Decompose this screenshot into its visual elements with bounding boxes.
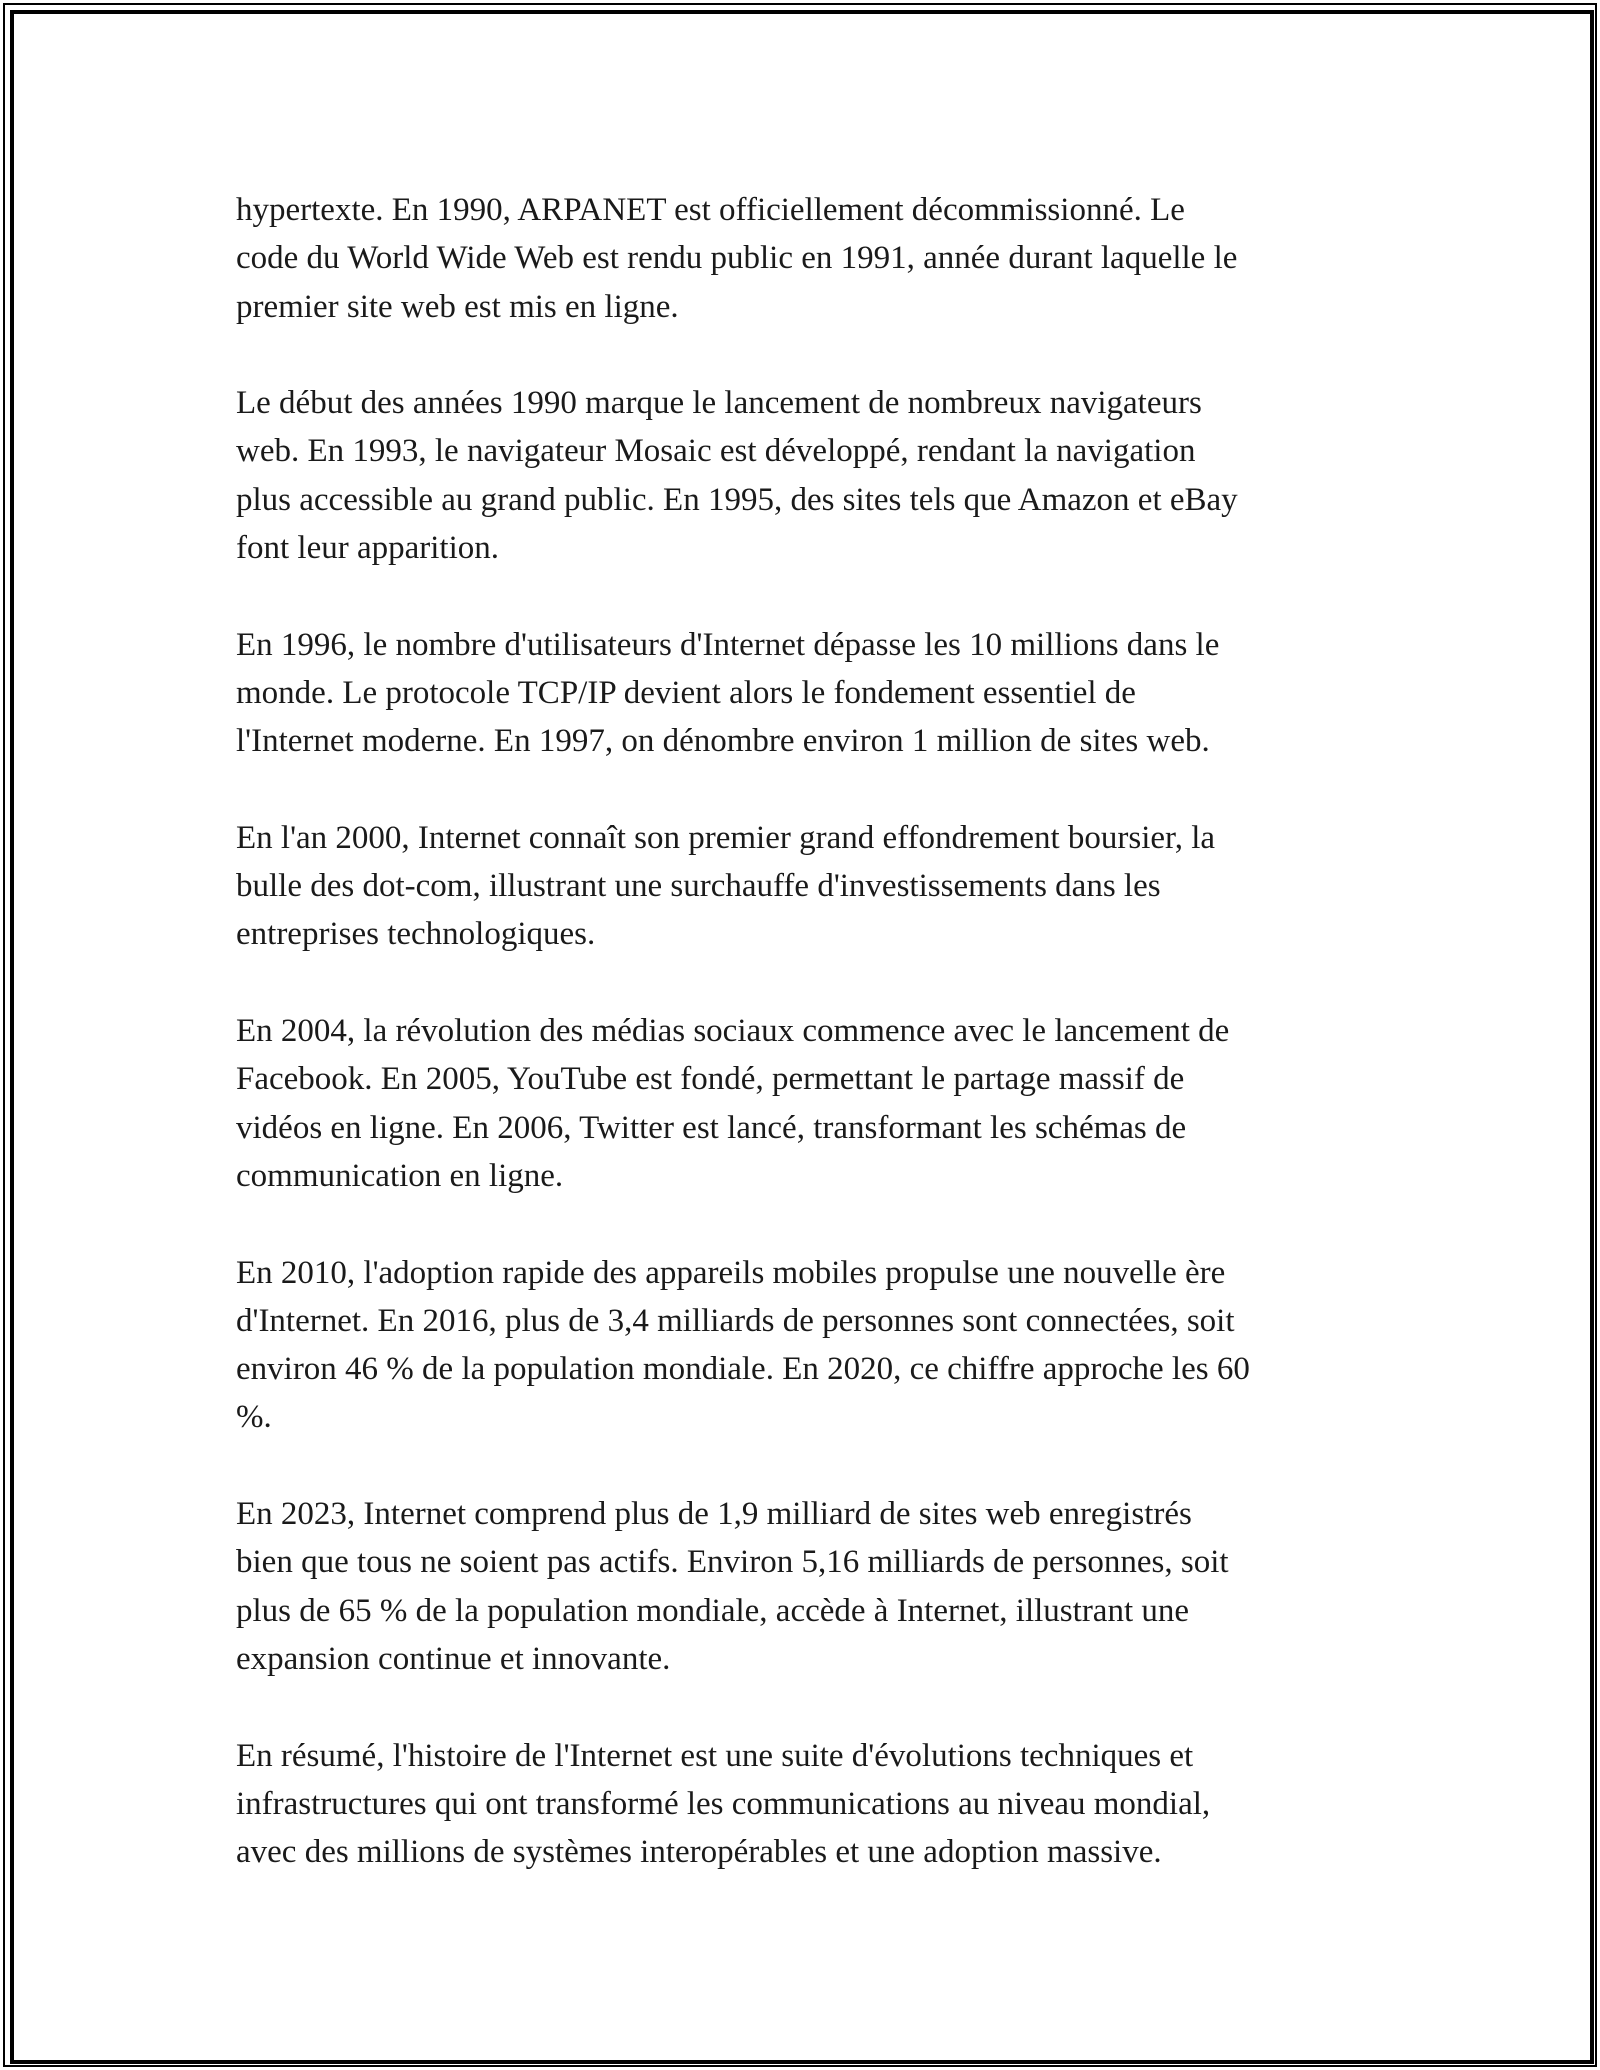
paragraph-7: En 2023, Internet comprend plus de 1,9 milliard de sites web enregistrés bien que tous ne soient pas actifs. Environ 5,16 milliards de personnes, soit plus de 65 % de la population mondiale, accède à Internet, illustrant une expansion continue et innovante.	[236, 1496, 1229, 1677]
paragraph-5: En 2004, la révolution des médias sociaux commence avec le lancement de Facebook. En 2005, YouTube est fondé, permettant le partage massif de vidéos en ligne. En 2006, Twitter est lancé, transformant les schémas de communication en ligne.	[236, 1013, 1230, 1194]
document-body	[236, 186, 1376, 1925]
paragraph-1: hypertexte. En 1990, ARPANET est officiellement décommissionné. Le code du World Wide Web est rendu public en 1991, année durant laquelle le premier site web est mis en ligne.	[236, 192, 1238, 325]
paragraph-8: En résumé, l'histoire de l'Internet est une suite d'évolutions techniques et infrastructures qui ont transformé les communications au niveau mondial, avec des millions de systèmes interopérables et une adoption massive.	[236, 1737, 1211, 1871]
paragraph-3: En 1996, le nombre d'utilisateurs d'Internet dépasse les 10 millions dans le monde. Le protocole TCP/IP devient alors le fondement essentiel de l'Internet moderne. En 1997, on dénombre environ 1 million de sites web.	[236, 626, 1220, 760]
paragraph-6: En 2010, l'adoption rapide des appareils mobiles propulse une nouvelle ère d'Internet. En 2016, plus de 3,4 milliards de personnes sont connectées, soit environ 46 % de la population mondiale. En 2020, ce chiffre approche les 60 %.	[236, 1254, 1250, 1436]
paragraph-2: Le début des années 1990 marque le lancement de nombreux navigateurs web. En 1993, le navigateur Mosaic est développé, rendant la navigation plus accessible au grand public. En 1995, des sites tels que Amazon et eBay font leur apparition.	[236, 385, 1238, 567]
paragraph-4: En l'an 2000, Internet connaît son premier grand effondrement boursier, la bulle des dot-com, illustrant une surchauffe d'investissements dans les entreprises technologiques.	[236, 819, 1216, 953]
